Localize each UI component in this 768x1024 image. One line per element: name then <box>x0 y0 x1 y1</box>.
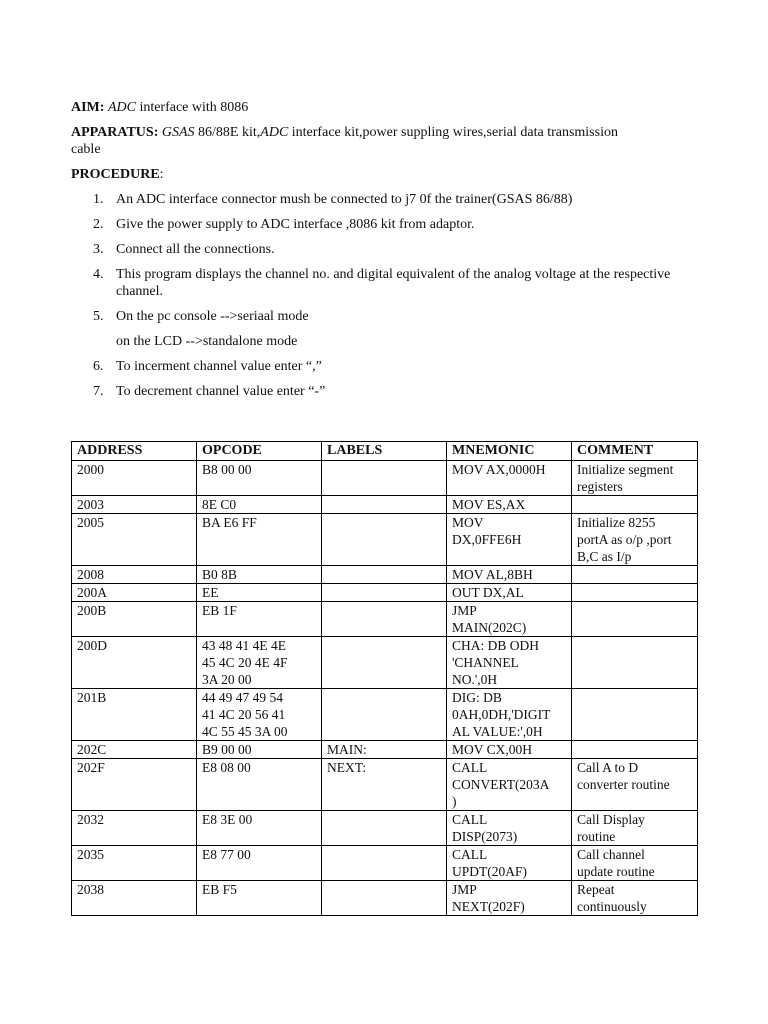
cell-mnemonic: MOV CX,00H <box>447 741 572 759</box>
cell-address: 2003 <box>72 496 197 514</box>
cell-mnemonic: MOV ES,AX <box>447 496 572 514</box>
cell-comment <box>572 741 698 759</box>
table-row <box>72 759 698 811</box>
cell-comment: Repeat continuously <box>572 881 698 916</box>
table-row <box>72 881 698 916</box>
cell-address: 2038 <box>72 881 197 916</box>
cell-label <box>322 584 447 602</box>
cell-opcode: B8 00 00 <box>197 461 322 496</box>
cell-comment: Initialize 8255 portA as o/p ,port B,C as I/p <box>572 514 698 566</box>
cell-address: 2032 <box>72 811 197 846</box>
step-number: 6. <box>93 359 104 374</box>
cell-opcode: EB 1F <box>197 602 322 637</box>
table-row <box>72 461 698 496</box>
apparatus-text-1: 86/88E kit, <box>194 125 261 140</box>
step-text: To decrement channel value enter “-” <box>116 384 326 399</box>
cell-label <box>322 514 447 566</box>
cell-comment: Initialize segment registers <box>572 461 698 496</box>
cell-label: MAIN: <box>322 741 447 759</box>
cell-address: 202C <box>72 741 197 759</box>
header-opcode: OPCODE <box>197 442 322 461</box>
cell-comment <box>572 637 698 689</box>
cell-label <box>322 689 447 741</box>
header-address: ADDRESS <box>72 442 197 461</box>
apparatus-adc: ADC <box>260 125 289 140</box>
cell-label <box>322 637 447 689</box>
apparatus-text-2: interface kit,power suppling wires,serial data transmission <box>288 125 618 140</box>
step-number: 5. <box>93 309 104 324</box>
cell-label <box>322 566 447 584</box>
cell-address: 200D <box>72 637 197 689</box>
cell-mnemonic: MOV AL,8BH <box>447 566 572 584</box>
table-row <box>72 637 698 689</box>
table-row <box>72 846 698 881</box>
step-text: Connect all the connections. <box>116 242 275 257</box>
procedure-heading <box>71 166 697 183</box>
header-labels: LABELS <box>322 442 447 461</box>
header-comment: COMMENT <box>572 442 698 461</box>
apparatus-line-2: cable <box>71 142 101 157</box>
cell-comment: Call A to D converter routine <box>572 759 698 811</box>
cell-mnemonic: DIG: DB 0AH,0DH,'DIGIT AL VALUE:',0H <box>447 689 572 741</box>
cell-opcode: E8 3E 00 <box>197 811 322 846</box>
cell-opcode: EB F5 <box>197 881 322 916</box>
header-mnemonic: MNEMONIC <box>447 442 572 461</box>
procedure-colon: : <box>159 167 164 182</box>
table-row <box>72 496 698 514</box>
cell-opcode: BA E6 FF <box>197 514 322 566</box>
cell-opcode: 43 48 41 4E 4E 45 4C 20 4E 4F 3A 20 00 <box>197 637 322 689</box>
procedure-step <box>71 216 697 233</box>
step-number: 3. <box>93 242 104 257</box>
cell-label <box>322 811 447 846</box>
cell-label <box>322 846 447 881</box>
step-number: 2. <box>93 217 104 232</box>
cell-opcode: EE <box>197 584 322 602</box>
table-row <box>72 811 698 846</box>
cell-comment <box>572 584 698 602</box>
cell-label <box>322 461 447 496</box>
cell-mnemonic: JMP MAIN(202C) <box>447 602 572 637</box>
cell-opcode: 44 49 47 49 54 41 4C 20 56 41 4C 55 45 3A 00 <box>197 689 322 741</box>
apparatus-block <box>71 124 697 158</box>
cell-comment: Call channel update routine <box>572 846 698 881</box>
cell-mnemonic: CALL UPDT(20AF) <box>447 846 572 881</box>
apparatus-label: APPARATUS: <box>71 125 159 140</box>
table-row <box>72 584 698 602</box>
cell-opcode: 8E C0 <box>197 496 322 514</box>
step-number: 4. <box>93 267 104 282</box>
step-subtext: on the LCD -->standalone mode <box>116 334 298 349</box>
procedure-step <box>71 241 697 258</box>
cell-opcode: E8 08 00 <box>197 759 322 811</box>
procedure-step <box>71 266 697 300</box>
cell-comment <box>572 496 698 514</box>
step-text: This program displays the channel no. and digital equivalent of the analog voltage at the respective channel. <box>116 267 671 299</box>
cell-mnemonic: CALL DISP(2073) <box>447 811 572 846</box>
cell-comment <box>572 689 698 741</box>
cell-label: NEXT: <box>322 759 447 811</box>
cell-mnemonic: MOV AX,0000H <box>447 461 572 496</box>
table-row <box>72 741 698 759</box>
cell-address: 2000 <box>72 461 197 496</box>
apparatus-gsas: GSAS <box>161 125 195 140</box>
table-row <box>72 602 698 637</box>
cell-label <box>322 881 447 916</box>
cell-comment: Call Display routine <box>572 811 698 846</box>
apparatus-line <box>71 124 697 141</box>
table-body <box>72 461 698 916</box>
cell-opcode: B0 8B <box>197 566 322 584</box>
cell-opcode: E8 77 00 <box>197 846 322 881</box>
cell-label <box>322 602 447 637</box>
cell-address: 200B <box>72 602 197 637</box>
aim-text: interface with 8086 <box>135 100 249 115</box>
table-row <box>72 689 698 741</box>
procedure-step <box>71 308 697 350</box>
step-text: To incerment channel value enter “,” <box>116 359 322 374</box>
cell-opcode: B9 00 00 <box>197 741 322 759</box>
step-number: 1. <box>93 192 104 207</box>
assembly-table <box>71 441 698 916</box>
step-text: Give the power supply to ADC interface ,8086 kit from adaptor. <box>116 217 475 232</box>
cell-comment <box>572 566 698 584</box>
cell-address: 200A <box>72 584 197 602</box>
procedure-step <box>71 383 697 400</box>
cell-mnemonic: JMP NEXT(202F) <box>447 881 572 916</box>
step-number: 7. <box>93 384 104 399</box>
procedure-step <box>71 191 697 208</box>
cell-label <box>322 496 447 514</box>
table-header-row <box>72 442 698 461</box>
cell-address: 201B <box>72 689 197 741</box>
cell-mnemonic: OUT DX,AL <box>447 584 572 602</box>
procedure-label: PROCEDURE <box>71 167 160 182</box>
aim-line <box>71 99 697 116</box>
aim-label: AIM: <box>71 100 105 115</box>
table-row <box>72 514 698 566</box>
aim-adc: ADC <box>107 100 136 115</box>
cell-address: 2008 <box>72 566 197 584</box>
cell-address: 2035 <box>72 846 197 881</box>
cell-address: 202F <box>72 759 197 811</box>
table-row <box>72 566 698 584</box>
step-text: An ADC interface connector mush be connected to j7 0f the trainer(GSAS 86/88) <box>116 192 573 207</box>
cell-address: 2005 <box>72 514 197 566</box>
procedure-step <box>71 358 697 375</box>
document-body <box>71 99 697 408</box>
cell-mnemonic: CHA: DB ODH 'CHANNEL NO.',0H <box>447 637 572 689</box>
cell-comment <box>572 602 698 637</box>
procedure-steps <box>71 191 697 400</box>
cell-mnemonic: MOV DX,0FFE6H <box>447 514 572 566</box>
step-text: On the pc console -->seriaal mode <box>116 309 309 324</box>
cell-mnemonic: CALL CONVERT(203A ) <box>447 759 572 811</box>
